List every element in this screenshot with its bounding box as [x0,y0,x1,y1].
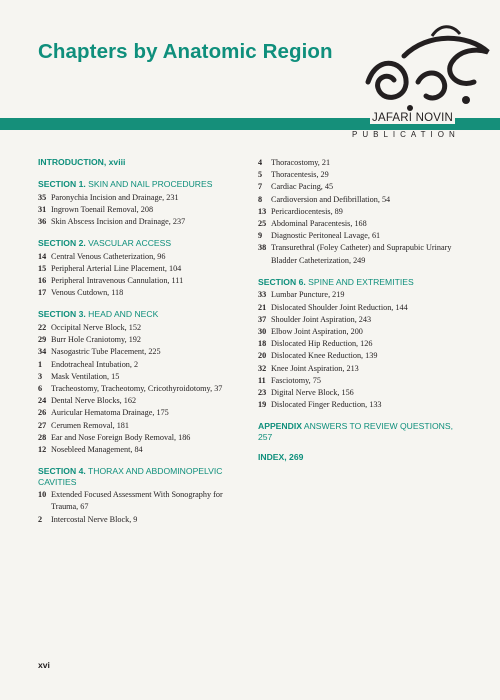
list-item [38,383,248,395]
chapter-number: 11 [258,375,266,385]
section-title: HEAD AND NECK [88,309,159,320]
chapter-number: 21 [258,302,267,312]
list-item [38,514,248,526]
chapter-number: 13 [258,206,267,216]
section-4-heading [38,466,248,487]
list-item [38,287,248,299]
list-item [258,302,468,314]
list-item [38,444,248,456]
chapter-number: 25 [258,219,267,229]
list-item [258,181,468,193]
section-title: SPINE AND EXTREMITIES [308,276,414,287]
chapter-number: 17 [38,288,47,298]
chapter-title: Venous Cutdown, 118 [51,288,124,298]
chapter-title: Dislocated Finger Reduction, 133 [271,400,382,410]
page-title: Chapters by Anatomic Region [38,40,333,63]
list-item [38,346,248,358]
chapter-number: 36 [38,216,47,226]
chapter-number: 35 [38,192,47,202]
chapter-title: Ingrown Toenail Removal, 208 [51,204,154,214]
chapter-number: 12 [38,444,47,454]
section-3-list [38,322,248,456]
right-column [258,157,468,463]
chapter-title: Transurethral (Foley Catheter) and Suprapubic Urinary Bladder Catheterization, 249 [271,243,452,265]
list-item [258,289,468,301]
index-entry: INDEX, 269 [258,452,304,463]
chapter-title: Paronychia Incision and Drainage, 231 [51,192,179,202]
list-item [258,350,468,362]
chapter-number: 27 [38,420,47,430]
chapter-number: 32 [258,363,267,373]
publisher-logo-icon [348,22,496,118]
chapter-title: Digital Nerve Block, 156 [271,387,354,397]
section-2-heading [38,238,248,249]
list-item [38,334,248,346]
chapter-number: 38 [258,243,267,253]
chapter-number: 19 [258,400,267,410]
list-item [38,359,248,371]
chapter-number: 7 [258,182,263,192]
section-3-heading [38,309,248,320]
chapter-number: 10 [38,490,47,500]
chapter-title: Extended Focused Assessment With Sonography for Trauma, 67 [51,490,223,512]
chapter-number: 9 [258,231,263,241]
chapter-title: Nosebleed Management, 84 [51,444,143,454]
chapter-number: 30 [258,326,267,336]
chapter-title: Peripheral Intravenous Cannulation, 111 [51,276,184,286]
list-item [38,420,248,432]
list-item [258,194,468,206]
chapter-number: 31 [38,204,47,214]
chapter-title: Skin Abscess Incision and Drainage, 237 [51,216,186,226]
section-1-heading [38,179,248,190]
list-item [258,157,468,169]
chapter-number: 1 [38,359,43,369]
chapter-title: Cardiac Pacing, 45 [271,182,334,192]
chapter-title: Ear and Nose Foreign Body Removal, 186 [51,432,191,442]
chapter-title: Nasogastric Tube Placement, 225 [51,347,161,357]
chapter-number: 29 [38,335,47,345]
section-label: SECTION 3. [38,309,86,320]
chapter-number: 37 [258,314,267,324]
section-6-list [258,289,468,411]
chapter-title: Occipital Nerve Block, 152 [51,322,142,332]
chapter-title: Dislocated Knee Reduction, 139 [271,351,378,361]
chapter-title: Intercostal Nerve Block, 9 [51,514,138,524]
chapter-title: Abdominal Paracentesis, 168 [271,219,367,229]
section-label: SECTION 2. [38,238,86,249]
section-title: SKIN AND NAIL PROCEDURES [88,179,213,189]
list-item [258,206,468,218]
chapter-number: 5 [258,170,263,180]
list-item [38,371,248,383]
list-item [258,363,468,375]
section-6-heading [258,277,468,288]
chapter-number: 34 [38,347,47,357]
chapter-title: Tracheostomy, Tracheotomy, Cricothyroidotomy, 37 [51,383,223,393]
list-item [38,395,248,407]
chapter-title: Burr Hole Craniotomy, 192 [51,335,141,345]
section-2-list [38,251,248,300]
chapter-number: 18 [258,339,267,349]
chapter-number: 24 [38,396,47,406]
chapter-title: Central Venous Catheterization, 96 [51,251,166,261]
list-item [38,192,248,204]
chapter-title: Lumbar Puncture, 219 [271,290,345,300]
list-item [258,242,468,266]
introduction-entry: INTRODUCTION, xviii [38,157,126,167]
chapter-number: 2 [38,514,43,524]
list-item [38,407,248,419]
chapter-title: Pericardiocentesis, 89 [271,206,343,216]
chapter-title: Diagnostic Peritoneal Lavage, 61 [271,231,381,241]
list-item [38,251,248,263]
list-item [38,204,248,216]
chapter-number: 14 [38,251,47,261]
chapter-title: Knee Joint Aspiration, 213 [271,363,359,373]
appendix-label: APPENDIX [258,421,302,432]
list-item [38,275,248,287]
chapter-title: Fasciotomy, 75 [271,375,321,385]
chapter-title: Cardioversion and Defibrillation, 54 [271,194,391,204]
list-item [258,230,468,242]
section-title: THORAX AND ABDOMINOPELVIC CAVITIES [38,466,223,487]
list-item [38,322,248,334]
chapter-title: Mask Ventilation, 15 [51,371,120,381]
publisher-subtitle: PUBLICATION [352,130,460,139]
section-title: VASCULAR ACCESS [88,238,172,249]
chapter-number: 4 [258,158,263,167]
list-item [258,218,468,230]
list-item [38,489,248,513]
chapter-number: 20 [258,351,267,361]
chapter-number: 26 [38,408,47,418]
list-item [258,387,468,399]
chapter-number: 3 [38,371,43,381]
chapter-title: Dislocated Hip Reduction, 126 [271,339,373,349]
chapter-number: 23 [258,387,267,397]
list-item [38,216,248,228]
section-4-continued-list [258,157,468,267]
section-label: SECTION 1. [38,179,86,189]
publisher-name: JAFARI NOVIN [372,112,453,124]
appendix-title: ANSWERS TO REVIEW QUESTIONS, 257 [258,421,453,442]
list-item [38,263,248,275]
chapter-title: Dislocated Shoulder Joint Reduction, 144 [271,302,408,312]
section-4-list [38,489,248,526]
chapter-title: Thoracostomy, 21 [271,158,331,167]
section-label: SECTION 4. [38,466,86,477]
chapter-number: 15 [38,263,47,273]
chapter-title: Cerumen Removal, 181 [51,420,129,430]
chapter-number: 22 [38,322,47,332]
appendix-entry [258,421,468,442]
list-item [258,326,468,338]
list-item [38,432,248,444]
chapter-title: Dental Nerve Blocks, 162 [51,396,137,406]
chapter-number: 16 [38,276,47,286]
list-item [258,399,468,411]
chapter-number: 6 [38,383,43,393]
chapter-number: 28 [38,432,47,442]
left-column [38,157,248,526]
chapter-number: 33 [258,290,267,300]
section-1-list [38,192,248,229]
chapter-title: Elbow Joint Aspiration, 200 [271,326,363,336]
chapter-number: 8 [258,194,263,204]
chapter-title: Peripheral Arterial Line Placement, 104 [51,263,182,273]
section-label: SECTION 6. [258,276,306,287]
chapter-title: Endotracheal Intubation, 2 [51,359,139,369]
chapter-title: Shoulder Joint Aspiration, 243 [271,314,372,324]
chapter-title: Thoracentesis, 29 [271,170,329,180]
list-item [258,375,468,387]
list-item [258,169,468,181]
list-item [258,314,468,326]
list-item [258,338,468,350]
page-number: xvi [38,660,50,670]
chapter-title: Auricular Hematoma Drainage, 175 [51,408,169,418]
